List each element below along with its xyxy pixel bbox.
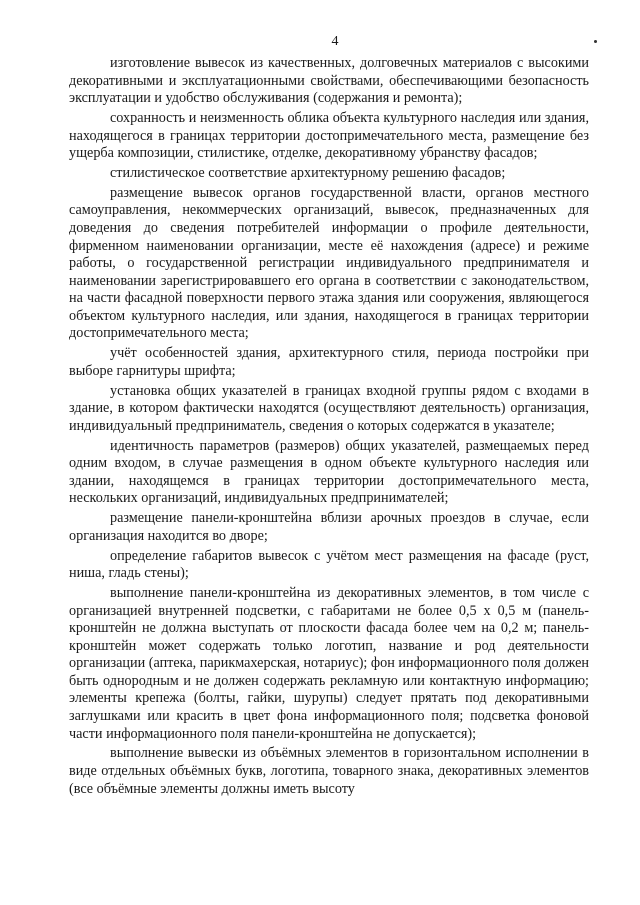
paragraph-sign-dimensions: определение габаритов вывесок с учётом мест размещения на фасаде (руст, ниша, гладь стены);: [69, 547, 589, 582]
paragraph-pointer-dimensions: идентичность параметров (размеров) общих указателей, размещаемых перед одним входом, в случае размещения в одном объекте культурного наследия или здании, находящемся в границах территории достопримечательного места, нескольких организаций, индивидуальных предпринимателей;: [69, 437, 589, 507]
paragraph-materials: изготовление вывесок из качественных, долговечных материалов с высокими декоративными и эксплуатационными свойствами, обеспечивающими безопасность эксплуатации и удобство обслуживания (содержания и ремонта);: [69, 55, 589, 107]
paragraph-volumetric-signs: выполнение вывески из объёмных элементов в горизонтальном исполнении в виде отдельных объёмных букв, логотипа, товарного знака, декоративных элементов (все объёмные элементы должны иметь высоту: [69, 745, 589, 797]
paragraph-stylistic-conformity: стилистическое соответствие архитектурному решению фасадов;: [110, 164, 506, 181]
paragraph-heritage-preservation: сохранность и неизменность облика объекта культурного наследия или здания, находящегося в границах территории достопримечательного места, размещение без ущерба композиции, стилистике, отделке, декоративному убранству фасадов;: [69, 109, 589, 162]
paragraph-government-signs: размещение вывесок органов государственной власти, органов местного самоуправления, некоммерческих организаций, вывесок, предназначенных для доведения до сведения потребителей информации о профиле деятельности, фирменном наименовании организации, месте её нахождения (адресе) и режиме работы, о государственной регистрации индивидуального предпринимателя и наименовании зарегистрировавшего его органа в соответствии с законодательством, на части фасадной поверхности первого этажа здания или сооружения, являющегося объектом культурного наследия, или здания, находящегося в границах территории достопримечательного места;: [69, 184, 589, 342]
page-number: 4: [331, 34, 339, 49]
paragraph-bracket-panel-arches: размещение панели-кронштейна вблизи арочных проездов в случае, если организация находится во дворе;: [69, 510, 589, 544]
scan-speck: [594, 40, 597, 43]
paragraph-common-pointers: установка общих указателей в границах входной группы рядом с входами в здание, в котором фактически находятся (осуществляют деятельность) организация, индивидуальный предприниматель, сведения о которых содержатся в указателе;: [69, 382, 589, 434]
document-body: [69, 55, 589, 800]
paragraph-bracket-panel-design: выполнение панели-кронштейна из декоративных элементов, в том числе с организацией внутренней подсветки, с габаритами не более 0,5 х 0,5 м (панель-кронштейн не должна выступать от плоскости фасада более чем на 0,2 м; панель-кронштейн может содержать только логотип, название и род деятельности организации (аптека, парикмахерская, нотариус); фон информационного поля должен быть однородным и не должен содержать рекламную или контактную информацию; элементы крепежа (болты, гайки, шурупы) следует прятать под декоративными заглушками или красить в цвет фона информационного поля; подсветка фоновой части информационного поля панели-кронштейна не допускается);: [69, 584, 589, 742]
paragraph-font-choice: учёт особенностей здания, архитектурного стиля, периода постройки при выборе гарнитуры шрифта;: [69, 345, 589, 379]
